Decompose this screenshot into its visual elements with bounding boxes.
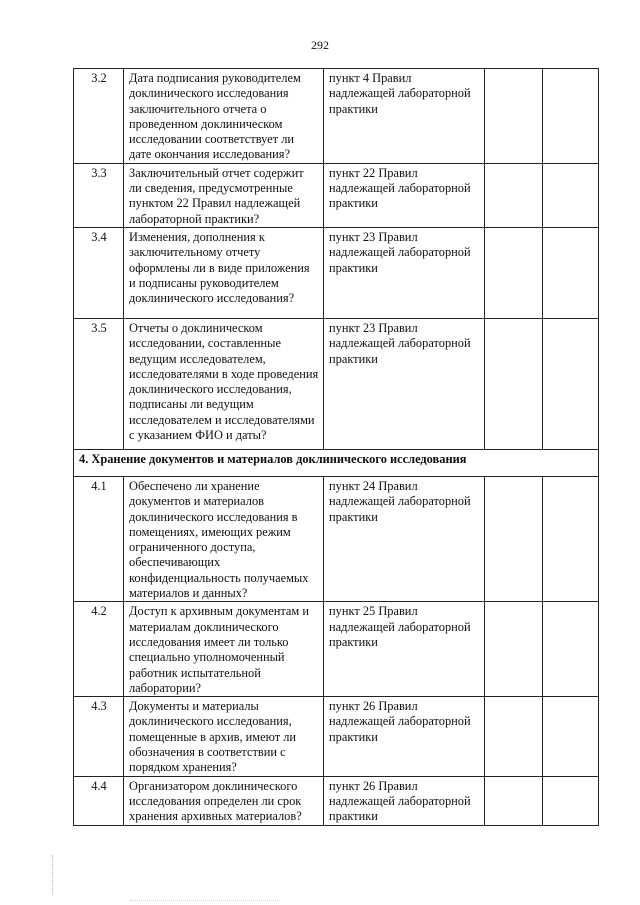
reference-cell: пункт 26 Правил надлежащей лабораторной практики — [324, 776, 485, 825]
reference-cell: пункт 23 Правил надлежащей лабораторной практики — [324, 318, 485, 449]
comment-cell — [543, 776, 599, 825]
question-cell: Дата подписания руководителем доклинического исследования заключительного отчета о проведенном доклиническом исследовании соответствует ли дате окончания исследования? — [124, 69, 324, 164]
answer-cell — [485, 476, 543, 601]
reference-cell: пункт 23 Правил надлежащей лабораторной практики — [324, 227, 485, 318]
table-row — [74, 776, 599, 825]
table-row — [74, 163, 599, 227]
question-cell: Отчеты о доклиническом исследовании, составленные ведущим исследователем, исследователями в ходе проведения доклинического исследования, подписаны ли ведущим исследователем и исследователями с указанием ФИО и даты? — [124, 318, 324, 449]
comment-cell — [543, 227, 599, 318]
comment-cell — [543, 69, 599, 164]
row-number: 3.4 — [74, 227, 124, 318]
reference-cell: пункт 4 Правил надлежащей лабораторной практики — [324, 69, 485, 164]
answer-cell — [485, 227, 543, 318]
table-row — [74, 697, 599, 776]
table-row — [74, 227, 599, 318]
comment-cell — [543, 697, 599, 776]
question-cell: Обеспечено ли хранение документов и материалов доклинического исследования в помещениях, имеющих режим ограниченного доступа, обеспечивающих конфиденциальность получаемых материалов и данных? — [124, 476, 324, 601]
answer-cell — [485, 69, 543, 164]
section-header-row — [74, 449, 599, 476]
reference-cell: пункт 25 Правил надлежащей лабораторной практики — [324, 602, 485, 697]
answer-cell — [485, 163, 543, 227]
question-cell: Доступ к архивным документам и материалам доклинического исследования имеет ли только специально уполномоченный работник испытательной лаборатории? — [124, 602, 324, 697]
comment-cell — [543, 476, 599, 601]
checklist-table — [73, 68, 599, 826]
row-number: 4.2 — [74, 602, 124, 697]
row-number: 3.5 — [74, 318, 124, 449]
comment-cell — [543, 318, 599, 449]
table-row — [74, 318, 599, 449]
answer-cell — [485, 602, 543, 697]
answer-cell — [485, 318, 543, 449]
row-number: 3.3 — [74, 163, 124, 227]
scan-artifact — [52, 855, 54, 895]
answer-cell — [485, 776, 543, 825]
row-number: 4.1 — [74, 476, 124, 601]
page-number: 292 — [311, 38, 329, 52]
question-cell: Изменения, дополнения к заключительному отчету оформлены ли в виде приложения и подписаны руководителем доклинического исследования? — [124, 227, 324, 318]
row-number: 4.4 — [74, 776, 124, 825]
question-cell: Заключительный отчет содержит ли сведения, предусмотренные пунктом 22 Правил надлежащей лабораторной практики? — [124, 163, 324, 227]
table-row — [74, 602, 599, 697]
row-number: 4.3 — [74, 697, 124, 776]
reference-cell: пункт 22 Правил надлежащей лабораторной практики — [324, 163, 485, 227]
reference-cell: пункт 24 Правил надлежащей лабораторной практики — [324, 476, 485, 601]
row-number: 3.2 — [74, 69, 124, 164]
comment-cell — [543, 163, 599, 227]
question-cell: Организатором доклинического исследования определен ли срок хранения архивных материалов? — [124, 776, 324, 825]
section-title: 4. Хранение документов и материалов доклинического исследования — [74, 449, 599, 476]
scan-artifact — [130, 900, 280, 901]
comment-cell — [543, 602, 599, 697]
table-row — [74, 69, 599, 164]
reference-cell: пункт 26 Правил надлежащей лабораторной практики — [324, 697, 485, 776]
answer-cell — [485, 697, 543, 776]
table-row — [74, 476, 599, 601]
question-cell: Документы и материалы доклинического исследования, помещенные в архив, имеют ли обозначения в соответствии с порядком хранения? — [124, 697, 324, 776]
